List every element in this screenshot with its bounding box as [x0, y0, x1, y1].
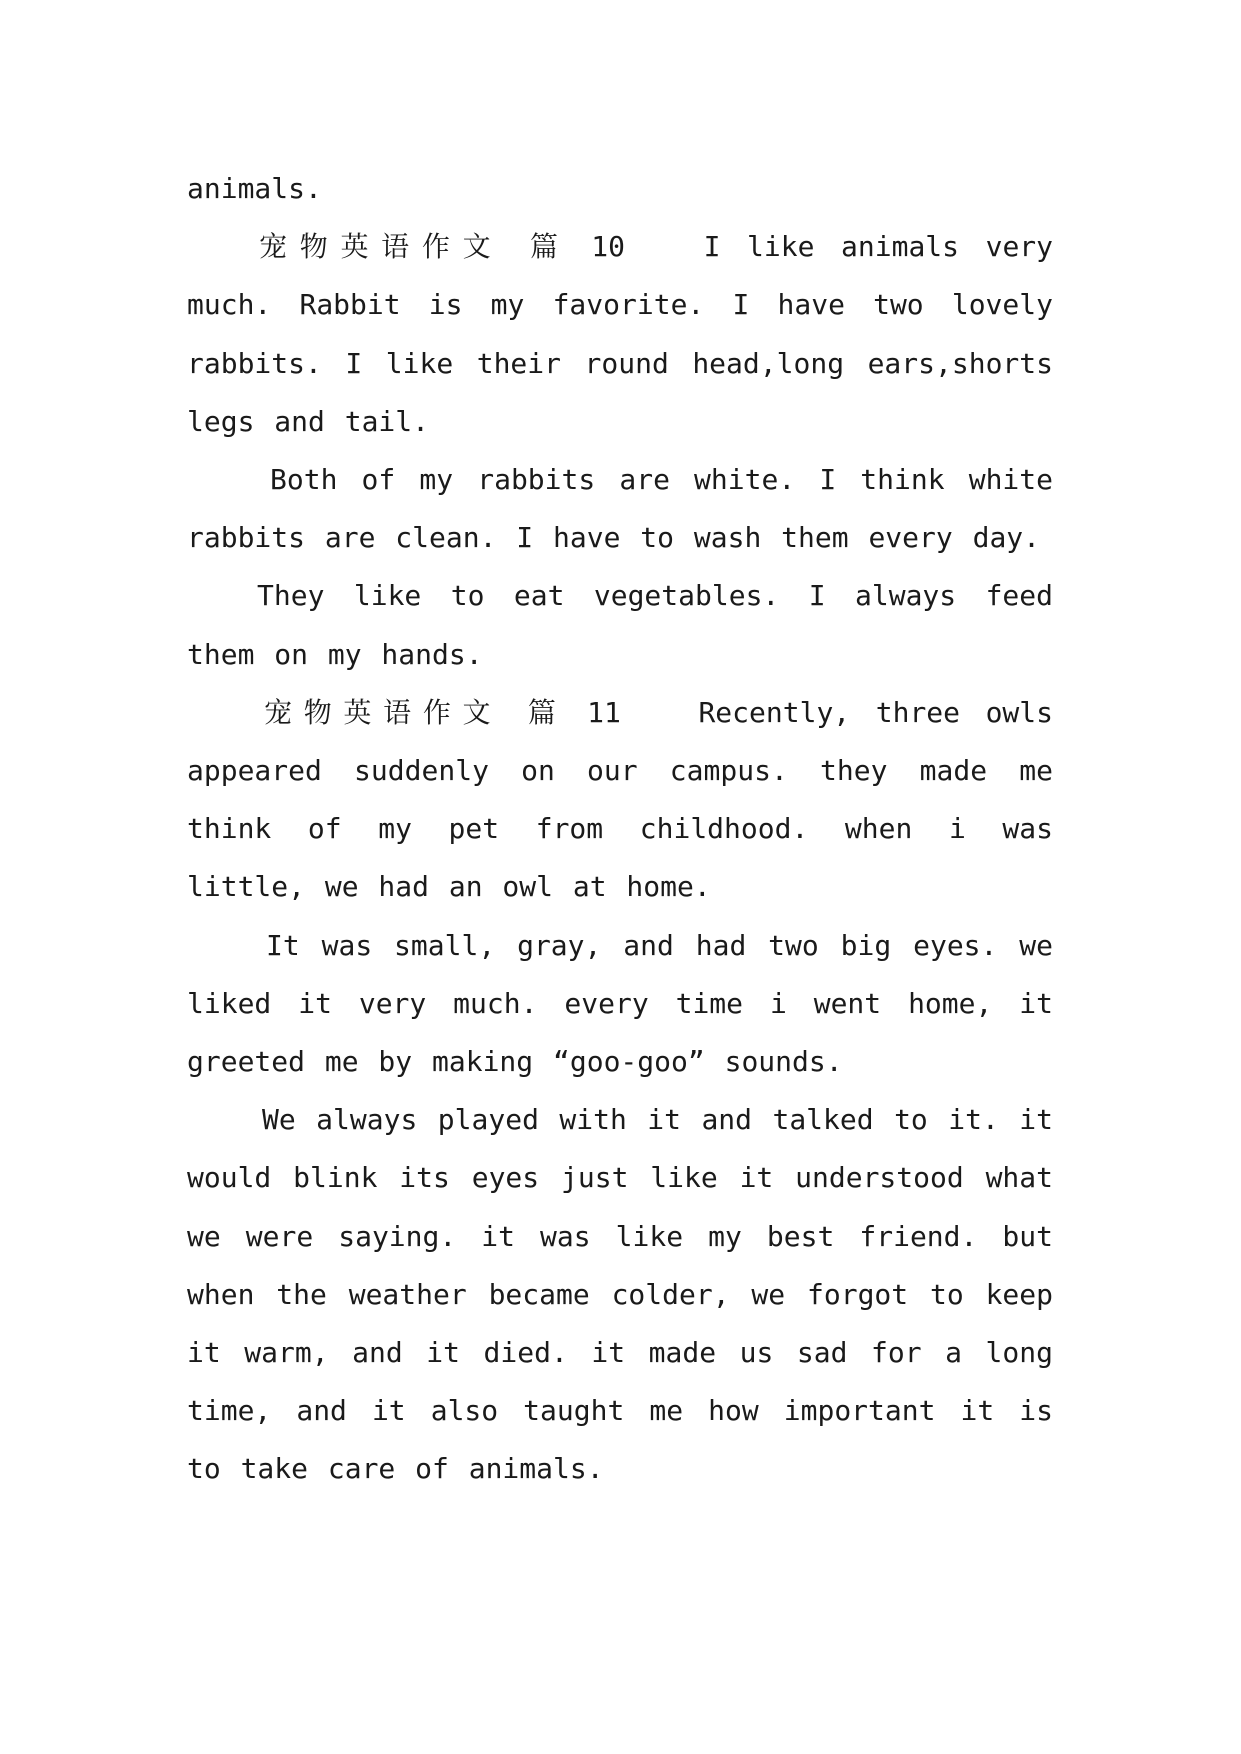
paragraph-continuation	[187, 160, 1053, 218]
essay-heading-number: 篇 10	[529, 230, 625, 264]
document-body	[187, 160, 1053, 1499]
paragraph-text: I like animals very much. Rabbit is my favorite. I have two lovely rabbits. I like their round head,long ears,shorts legs and tail.	[187, 230, 1054, 438]
paragraph-text: Recently, three owls appeared suddenly on our campus. they made me think of my pet from childhood. when i was little, we had an owl at home.	[187, 695, 1054, 904]
essay-heading-number: 篇 11	[527, 695, 621, 729]
paragraph-text: Both of my rabbits are white. I think white rabbits are clean. I have to wash them every day.	[187, 463, 1053, 555]
paragraph-rabbits-white	[187, 451, 1053, 567]
essay-heading-title: 宠物英语作文	[259, 230, 504, 264]
paragraph-text: animals.	[187, 172, 322, 205]
paragraph-text: They like to eat vegetables. I always feed them on my hands.	[187, 579, 1053, 671]
paragraph-owl-memory	[187, 1091, 1053, 1498]
paragraph-text: We always played with it and talked to it. it would blink its eyes just like it understood what we were saying. it was like my best friend. but when the weather became colder, we forgot to keep it warm, and it died. it made us sad for a long time, and it also taught me how important it is to take care of animals.	[187, 1103, 1053, 1486]
paragraph-rabbits-food	[187, 567, 1053, 683]
paragraph-essay-10-intro	[187, 218, 1053, 451]
paragraph-essay-11-intro	[187, 684, 1053, 917]
paragraph-owl-description	[187, 917, 1053, 1092]
paragraph-text: It was small, gray, and had two big eyes. we liked it very much. every time i went home, it greeted me by making “goo-goo” sounds.	[187, 928, 1053, 1079]
essay-heading-title: 宠物英语作文	[264, 695, 503, 729]
